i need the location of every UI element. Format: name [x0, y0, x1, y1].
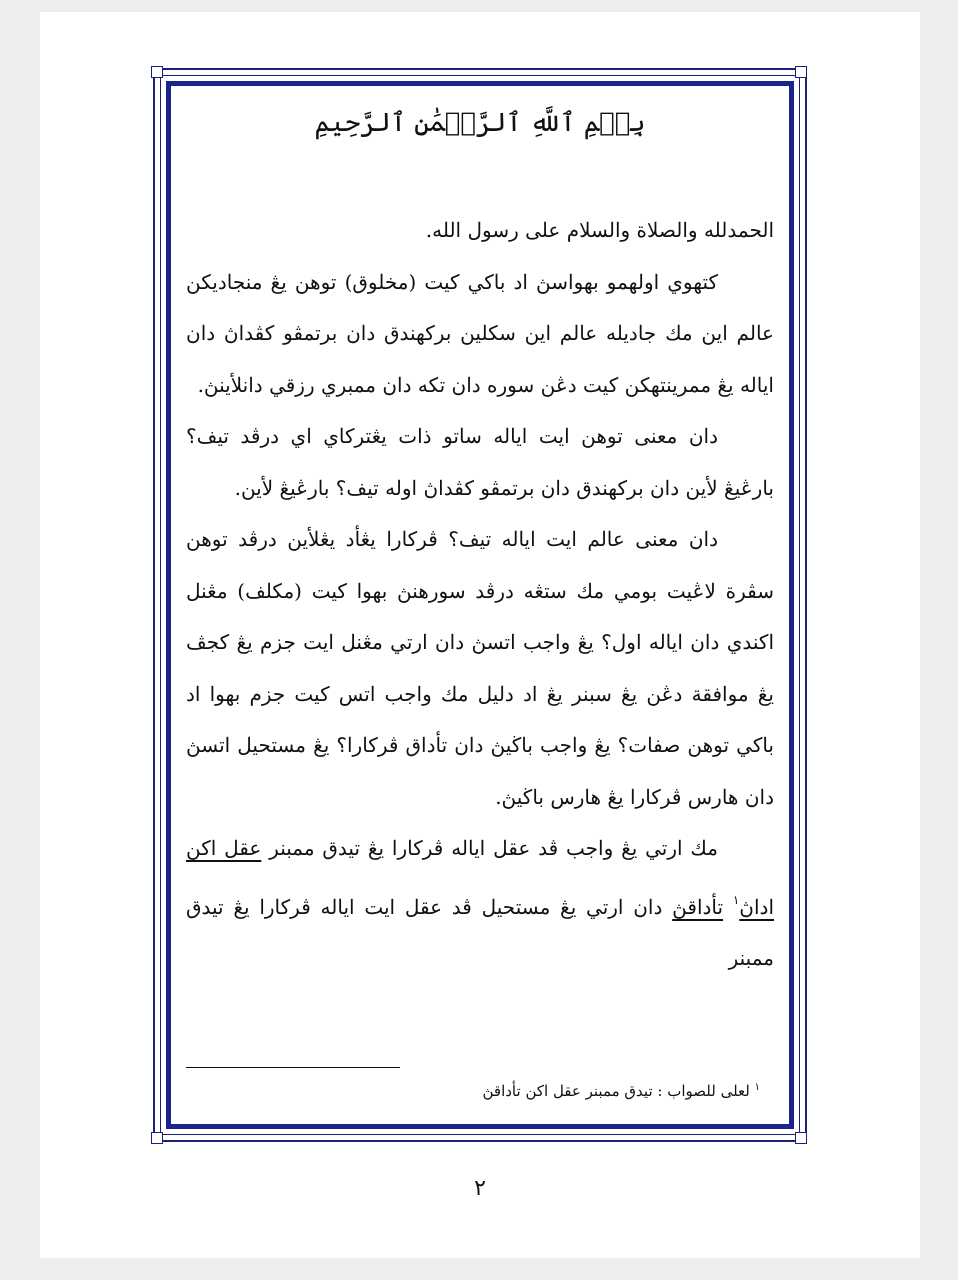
- page-number: ٢: [474, 1176, 486, 1201]
- footnote-text: لعلى للصواب : تيدق ممبنر عقل اكن تأداقڽ: [482, 1082, 750, 1100]
- bismillah-heading: بِسۡمِ ٱللَّهِ ٱلرَّحۡمَٰنِ ٱلرَّحِيمِ: [314, 108, 646, 138]
- border-corner-top-right: [795, 66, 807, 78]
- paragraph-2: كتهوي اولهمو بهواسڽ اد باكي كيت (مخلوق) توهن يڠ منجاديکن عالم اين مك جاديله عالم اين سكلين بركهندق دان برتمڤو كڤداڽ دان اياله يڠ ممرينتهکن كيت دڠن سوره دان تكه دان ممبري رزقي دانلأينڽ.: [186, 269, 774, 397]
- underlined-word: تأداقڽ: [672, 894, 724, 919]
- paragraph-5-end: دان ارتي يڠ مستحيل ڤد عقل ايت اياله ڤركارا يڠ تيدق ممبنر: [186, 894, 774, 970]
- footnote-reference[interactable]: ١: [732, 892, 740, 907]
- paragraph-5-start: مك ارتي يڠ واجب ڤد عقل اياله ڤركارا يڠ تيدق ممبنر: [261, 836, 718, 860]
- border-corner-bottom-right: [795, 1132, 807, 1144]
- border-corner-top-left: [151, 66, 163, 78]
- underlined-phrase: عقل اكن اداڽ: [186, 836, 775, 919]
- paragraph-1: الحمدلله والصلاة والسلام على رسول الله.: [425, 218, 774, 242]
- footnote-mark: ١: [754, 1082, 760, 1093]
- main-text: [186, 205, 774, 985]
- border-corner-bottom-left: [151, 1132, 163, 1144]
- paragraph-4: دان معنى عالم ايت اياله تيف؟ ڤركارا يڠأد يڠلأين درڤد توهن سڤرة لاڠيت بومي مك ستڠه درڤد سورهنڽ بهوا كيت (مكلف) مڠنل اكندي دان اياله اول؟ يڠ واجب اتسڽ دان ارتي مڠنل ايت جزم يڠ كجڤ يڠ موافقة دڠن يڠ سبنر يڠ اد دليل مك واجب اتس كيت جزم بهوا اد باكي توهن صفات؟ يڠ واجب باڬيڽ دان تأداق ڤركارا؟ يڠ مستحيل اتسڽ دان هارس ڤركارا يڠ هارس باڬيڽ.: [186, 527, 774, 809]
- footnote: [400, 1082, 760, 1100]
- paragraph-5: [186, 823, 774, 985]
- paragraph-3: دان معنى توهن ايت اياله ساتو ذات يڠترکاي اي درڤد تيف؟ بارڠيڠ لأين دان بركهندق دان برتمڤو كڤداڽ اوله تيف؟ بارڠيڠ لأين.: [186, 424, 774, 500]
- footnote-divider: [186, 1067, 400, 1068]
